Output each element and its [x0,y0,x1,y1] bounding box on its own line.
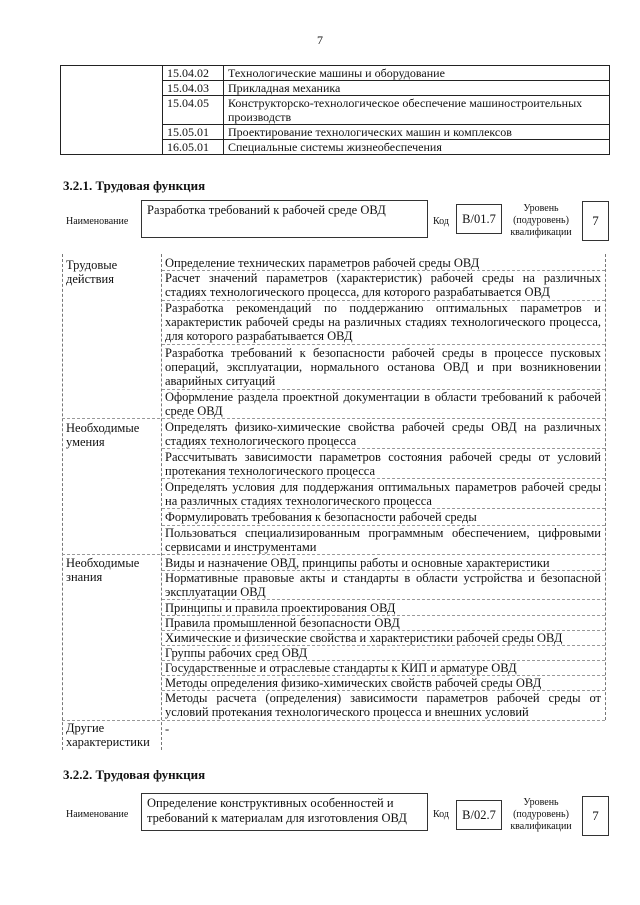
qualification-level-box: 7 [582,201,609,241]
table-row [61,66,610,81]
naming-label: Наименование [66,216,129,227]
level-label-line: Уровень [523,797,559,808]
knowledge-item: Методы расчета (определения) зависимости параметров рабочей среды от условий протекания технологического процесса и внешних условий [165,691,601,719]
required-knowledge-label: Необходимые знания [66,556,140,584]
qualification-level-label [506,203,576,239]
specialty-code: 15.04.05 [163,96,224,125]
section-title: 3.2.2. Трудовая функция [63,767,206,782]
knowledge-item: Принципы и правила проектирования ОВД [165,601,396,615]
skill-item: Пользоваться специализированным программным обеспечением, цифровыми сервисами и инструментами [165,526,601,554]
level-label-line: (подуровень) [513,215,569,226]
qualification-level-box: 7 [582,796,609,836]
specialty-name: Технологические машины и оборудование [224,66,610,81]
labor-action-item: Расчет значений параметров (характеристик) рабочей среды на различных стадиях технологического процесса, для которого разрабатывается ОВД [165,271,601,299]
row-divider [162,478,605,479]
level-label-line: квалификации [510,821,572,832]
specialty-code: 15.04.03 [163,81,224,96]
labor-actions-label: Трудовые действия [66,258,118,286]
code-label: Код [433,216,449,227]
specialty-name: Проектирование технологических машин и комплексов [224,125,610,140]
function-name-box: Разработка требований к рабочей среде ОВД [141,200,428,238]
knowledge-item: Группы рабочих сред ОВД [165,646,308,660]
row-divider [162,599,605,600]
skill-item: Рассчитывать зависимости параметров состояния рабочей среды от условий протекания технологического процесса [165,450,601,478]
specialty-code: 16.05.01 [163,140,224,155]
function-name-box: Определение конструктивных особенностей и требований к материалам для изготовления ОВД [141,793,428,831]
specialty-name: Специальные системы жизнеобеспечения [224,140,610,155]
table-border [605,254,606,720]
skill-item: Определять физико-химические свойства рабочей среды ОВД на различных стадиях технологического процесса [165,420,601,448]
table-cell-empty [61,66,163,155]
section-divider [62,554,605,555]
section-divider [62,720,605,721]
level-label-line: (подуровень) [513,809,569,820]
specialty-code: 15.05.01 [163,125,224,140]
knowledge-item: Государственные и отраслевые стандарты к КИП и арматуре ОВД [165,661,517,675]
row-divider [162,344,605,345]
skill-item: Определять условия для поддержания оптимальных параметров рабочей среды на различных стадиях технологического процесса [165,480,601,508]
specialty-name: Прикладная механика [224,81,610,96]
labor-action-item: Оформление раздела проектной документации в области требований к рабочей среде ОВД [165,390,601,418]
other-characteristics-label: Другие характеристики [66,721,150,749]
required-skills-label: Необходимые умения [66,421,140,449]
specialty-code: 15.04.02 [163,66,224,81]
knowledge-item: Методы определения физико-химических свойств рабочей среды ОВД [165,676,542,690]
specialty-table [60,65,610,155]
knowledge-item: Химические и физические свойства и характеристики рабочей среды ОВД [165,631,563,645]
level-label-line: квалификации [510,227,572,238]
level-label-line: Уровень [523,203,559,214]
knowledge-item: Правила промышленной безопасности ОВД [165,616,400,630]
section-title: 3.2.1. Трудовая функция [63,178,206,193]
code-label: Код [433,809,449,820]
other-characteristics-value: - [165,722,170,736]
labor-action-item: Определение технических параметров рабочей среды ОВД [165,256,480,270]
knowledge-item: Виды и назначение ОВД, принципы работы и основные характеристики [165,556,550,570]
specialty-name: Конструкторско-технологическое обеспечение машиностроительных производств [224,96,610,125]
qualification-level-label [506,797,576,833]
table-border [62,254,63,750]
labor-action-item: Разработка рекомендаций по поддержанию оптимальных параметров и характеристик рабочей среды на различных стадиях технологического процесса, для которого разрабатывается ОВД [165,301,601,343]
section-divider [62,418,605,419]
function-code-box: B/01.7 [456,204,502,234]
row-divider [162,508,605,509]
row-divider [162,448,605,449]
naming-label: Наименование [66,809,129,820]
function-code-box: B/02.7 [456,800,502,830]
skill-item: Формулировать требования к безопасности рабочей среды [165,510,477,524]
knowledge-item: Нормативные правовые акты и стандарты в области устройства и безопасной эксплуатации ОВД [165,571,601,599]
labor-action-item: Разработка требований к безопасности рабочей среды в процессе пусковых операций, эксплуатации, нормального останова ОВД и при возникновении аварийных ситуаций [165,346,601,388]
page-number: 7 [317,33,323,47]
